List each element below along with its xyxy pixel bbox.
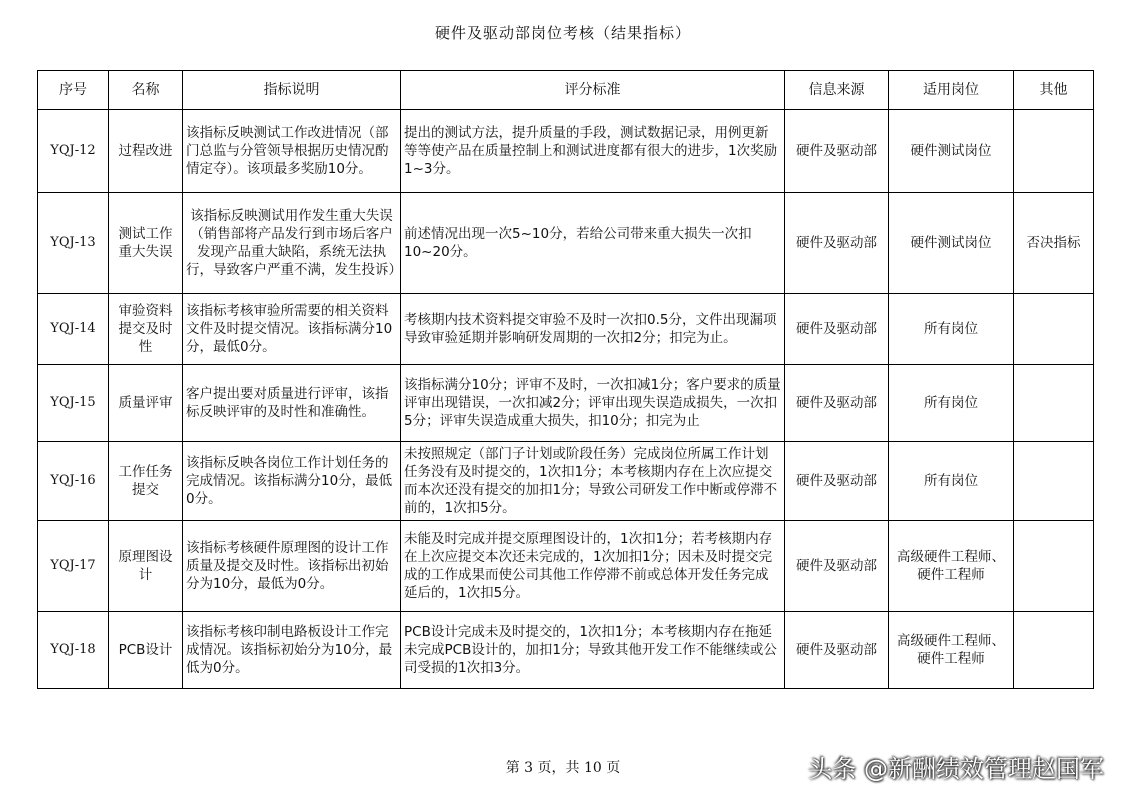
page-title: 硬件及驱动部岗位考核（结果指标）: [434, 24, 691, 42]
row-code: YQJ-12: [38, 110, 109, 193]
row-post: 所有岗位: [889, 365, 1014, 442]
row-description: 该指标考核印制电路板设计工作完成情况。该指标初始分为10分，最低为0分。: [183, 612, 401, 689]
header-description: 指标说明: [183, 71, 401, 110]
row-description: 该指标考核审验所需要的相关资料文件及时提交情况。该指标满分10分，最低0分。: [183, 294, 401, 365]
row-criteria: 前述情况出现一次5~10分，若给公司带来重大损失一次扣10~20分。: [401, 193, 785, 294]
row-criteria: 未按照规定（部门子计划或阶段任务）完成岗位所属工作计划任务没有及时提交的，1次扣1分；本考核期内存在上次应提交而本次还没有提交的加扣1分；导致公司研发工作中断或停滞不前的，1次扣5分。: [401, 442, 785, 521]
page-number: 第 3 页，共 10 页: [505, 760, 621, 776]
table-row: [38, 110, 1094, 193]
table-row: [38, 612, 1094, 689]
row-other: [1014, 521, 1094, 612]
header-name: 名称: [109, 71, 183, 110]
header-source: 信息来源: [785, 71, 889, 110]
row-criteria: 提出的测试方法，提升质量的手段，测试数据记录，用例更新等等使产品在质量控制上和测试进度都有很大的进步，1次奖励1~3分。: [401, 110, 785, 193]
row-code: YQJ-16: [38, 442, 109, 521]
row-source: 硬件及驱动部: [785, 521, 889, 612]
row-other: 否决指标: [1014, 193, 1094, 294]
row-post: 所有岗位: [889, 442, 1014, 521]
row-other: [1014, 612, 1094, 689]
assessment-table: [37, 70, 1094, 689]
row-description: 客户提出要对质量进行评审，该指标反映评审的及时性和准确性。: [183, 365, 401, 442]
row-post: 所有岗位: [889, 294, 1014, 365]
row-description: 该指标反映各岗位工作计划任务的完成情况。该指标满分10分，最低0分。: [183, 442, 401, 521]
row-post: 硬件测试岗位: [889, 110, 1014, 193]
table-row: [38, 442, 1094, 521]
table-header-row: [38, 71, 1094, 110]
header-index: 序号: [38, 71, 109, 110]
row-source: 硬件及驱动部: [785, 294, 889, 365]
row-source: 硬件及驱动部: [785, 110, 889, 193]
row-name: 工作任务提交: [109, 442, 183, 521]
row-name: 原理图设计: [109, 521, 183, 612]
row-code: YQJ-14: [38, 294, 109, 365]
row-code: YQJ-13: [38, 193, 109, 294]
row-criteria: 未能及时完成并提交原理图设计的，1次扣1分；若考核期内存在上次应提交本次还未完成的，1次加扣1分；因未及时提交完成的工作成果而使公司其他工作停滞不前或总体开发任务完成延后的，1次扣5分。: [401, 521, 785, 612]
row-name: 审验资料提交及时性: [109, 294, 183, 365]
row-name: PCB设计: [109, 612, 183, 689]
table-row: [38, 521, 1094, 612]
row-criteria: 该指标满分10分；评审不及时，一次扣减1分；客户要求的质量评审出现错误，一次扣减2分；评审出现失误造成损失，一次扣5分；评审失误造成重大损失，扣10分；扣完为止: [401, 365, 785, 442]
row-code: YQJ-17: [38, 521, 109, 612]
row-name: 过程改进: [109, 110, 183, 193]
row-code: YQJ-15: [38, 365, 109, 442]
table-row: [38, 365, 1094, 442]
row-description: 该指标反映测试工作改进情况（部门总监与分管领导根据历史情况酌情定夺）。该项最多奖励10分。: [183, 110, 401, 193]
row-code: YQJ-18: [38, 612, 109, 689]
row-criteria: 考核期内技术资料提交审验不及时一次扣0.5分，文件出现漏项导致审验延期并影响研发周期的一次扣2分；扣完为止。: [401, 294, 785, 365]
row-name: 质量评审: [109, 365, 183, 442]
header-other: 其他: [1014, 71, 1094, 110]
watermark: 头条 @新酬绩效管理赵国军: [808, 755, 1104, 783]
row-other: [1014, 442, 1094, 521]
row-source: 硬件及驱动部: [785, 612, 889, 689]
row-other: [1014, 365, 1094, 442]
row-criteria: PCB设计完成未及时提交的，1次扣1分；本考核期内存在拖延未完成PCB设计的，加扣1分；导致其他开发工作不能继续或公司受损的1次扣3分。: [401, 612, 785, 689]
row-source: 硬件及驱动部: [785, 442, 889, 521]
table-row: [38, 193, 1094, 294]
row-post: 高级硬件工程师、硬件工程师: [889, 612, 1014, 689]
header-post: 适用岗位: [889, 71, 1014, 110]
row-post: 高级硬件工程师、硬件工程师: [889, 521, 1014, 612]
row-source: 硬件及驱动部: [785, 193, 889, 294]
row-post: 硬件测试岗位: [889, 193, 1014, 294]
row-source: 硬件及驱动部: [785, 365, 889, 442]
row-other: [1014, 110, 1094, 193]
table-row: [38, 294, 1094, 365]
row-other: [1014, 294, 1094, 365]
row-description: 该指标考核硬件原理图的设计工作质量及提交及时性。该指标出初始分为10分，最低为0分。: [183, 521, 401, 612]
row-description: 该指标反映测试用作发生重大失误（销售部将产品发行到市场后客户发现产品重大缺陷，系统无法执行，导致客户严重不满，发生投诉）: [183, 193, 401, 294]
row-name: 测试工作重大失误: [109, 193, 183, 294]
header-criteria: 评分标准: [401, 71, 785, 110]
